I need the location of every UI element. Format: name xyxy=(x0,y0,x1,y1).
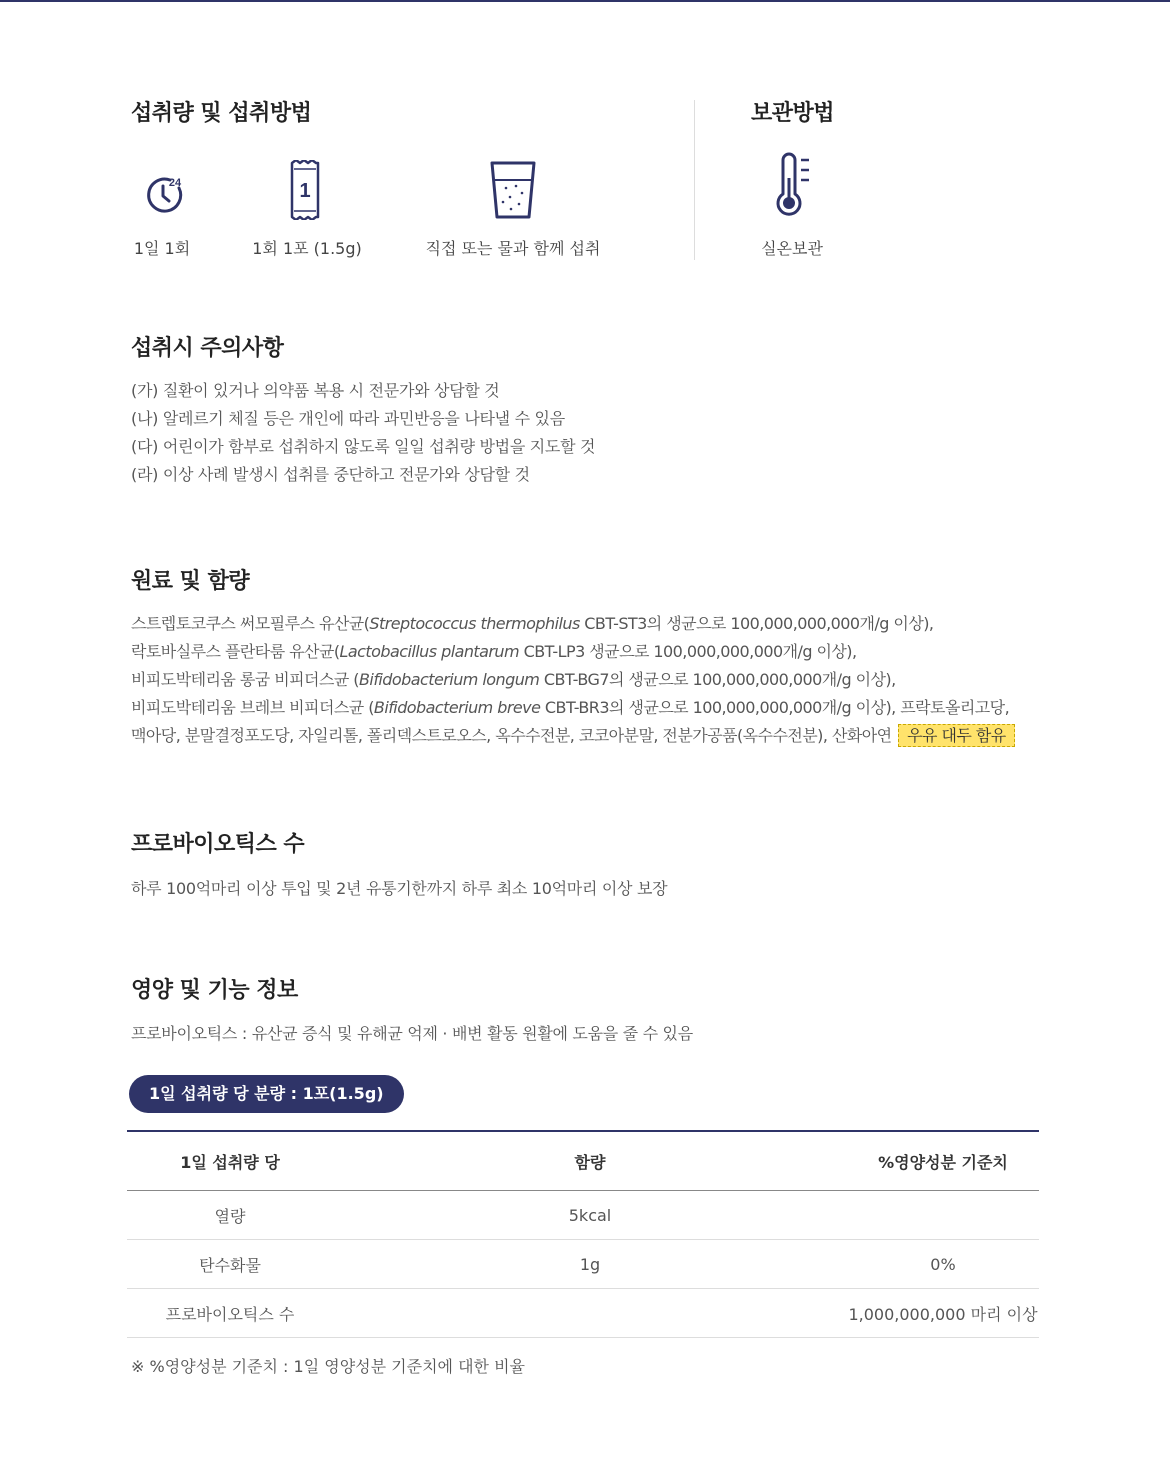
cautions-title: 섭취시 주의사항 xyxy=(131,336,284,361)
scientific-name: Lactobacillus plantarum xyxy=(339,642,520,661)
caution-item: (가) 질환이 있거나 의약품 복용 시 전문가와 상담할 것 xyxy=(131,381,500,400)
storage-title: 보관방법 xyxy=(751,101,835,126)
ingredient-line: 맥아당, 분말결정포도당, 자일리톨, 폴리덱스트로오스, 옥수수전분, 코코아분말, 전분가공품(옥수수전분), 산화아연 우유 대두 함유 xyxy=(131,722,1015,750)
table-cell: 열량 xyxy=(127,1191,333,1240)
clock-24-icon xyxy=(142,172,186,214)
sachet-icon xyxy=(289,160,321,220)
serving-size-pill: 1일 섭취량 당 분량 : 1포(1.5g) xyxy=(129,1075,404,1113)
table-cell: 탄수화물 xyxy=(127,1240,333,1289)
intake-label-serving: 1회 1포 (1.5g) xyxy=(252,239,362,258)
column-header: %영양성분 기준치 xyxy=(847,1131,1039,1191)
table-cell: 프로바이오틱스 수 xyxy=(127,1289,333,1338)
footnote: ※ %영양성분 기준치 : 1일 영양성분 기준치에 대한 비율 xyxy=(131,1357,525,1376)
scientific-name: Bifidobacterium breve xyxy=(373,698,541,717)
table-cell: 0% xyxy=(847,1240,1039,1289)
ingredient-line: 비피도박테리움 롱굼 비피더스균 (Bifidobacterium longum CBT-BG7의 생균으로 100,000,000,000개/g 이상), xyxy=(131,670,896,689)
function-text: 프로바이오틱스 : 유산균 증식 및 유해균 억제 · 배변 활동 원활에 도움을 줄 수 있음 xyxy=(131,1024,693,1043)
table-cell: 1,000,000,000 마리 이상 xyxy=(847,1289,1039,1338)
table-row xyxy=(127,1289,1039,1338)
caution-item: (라) 이상 사례 발생시 섭취를 중단하고 전문가와 상담할 것 xyxy=(131,465,530,484)
column-header: 1일 섭취량 당 xyxy=(127,1131,333,1191)
ingredient-line: 락토바실루스 플란타룸 유산균(Lactobacillus plantarum CBT-LP3 생균으로 100,000,000,000개/g 이상), xyxy=(131,642,857,661)
storage-label: 실온보관 xyxy=(761,239,823,258)
table-row xyxy=(127,1191,1039,1240)
ingredient-line: 비피도박테리움 브레브 비피더스균 (Bifidobacterium breve CBT-BR3의 생균으로 100,000,000,000개/g 이상), 프락토올리고당, xyxy=(131,698,1010,717)
intake-label-method: 직접 또는 물과 함께 섭취 xyxy=(425,239,601,258)
sachet-badge: 1 xyxy=(299,180,311,202)
scientific-name: Streptococcus thermophilus xyxy=(369,614,580,633)
nutrition-title: 영양 및 기능 정보 xyxy=(131,978,298,1003)
intake-label-daily: 1일 1회 xyxy=(133,239,191,258)
intake-title: 섭취량 및 섭취방법 xyxy=(131,101,312,126)
ingredients-text xyxy=(131,610,1015,750)
table-row xyxy=(127,1240,1039,1289)
ingredient-line: 스트렙토코쿠스 써모필루스 유산균(Streptococcus thermophilus CBT-ST3의 생균으로 100,000,000,000개/g 이상), xyxy=(131,614,934,633)
probiotics-title: 프로바이오틱스 수 xyxy=(131,832,305,857)
probiotics-text: 하루 100억마리 이상 투입 및 2년 유통기한까지 하루 최소 10억마리 이상 보장 xyxy=(131,879,668,898)
column-header: 함량 xyxy=(333,1131,847,1191)
table-cell: 5kcal xyxy=(333,1191,847,1240)
table-cell xyxy=(333,1289,847,1338)
table-cell: 1g xyxy=(333,1240,847,1289)
caution-item: (나) 알레르기 체질 등은 개인에 따라 과민반응을 나타낼 수 있음 xyxy=(131,409,565,428)
water-glass-icon xyxy=(489,160,537,220)
caution-item: (다) 어린이가 함부로 섭취하지 않도록 일일 섭취량 방법을 지도할 것 xyxy=(131,437,596,456)
scientific-name: Bifidobacterium longum xyxy=(359,670,540,689)
table-header-row xyxy=(127,1131,1039,1191)
clock-badge: 24 xyxy=(168,177,182,189)
cautions-list xyxy=(131,377,595,489)
thermometer-icon xyxy=(772,152,814,220)
nutrition-table xyxy=(127,1130,1039,1338)
section-divider xyxy=(694,100,695,260)
ingredients-title: 원료 및 함량 xyxy=(131,569,250,594)
top-border xyxy=(0,0,1170,2)
allergen-badge: 우유 대두 함유 xyxy=(898,724,1015,747)
table-cell xyxy=(847,1191,1039,1240)
